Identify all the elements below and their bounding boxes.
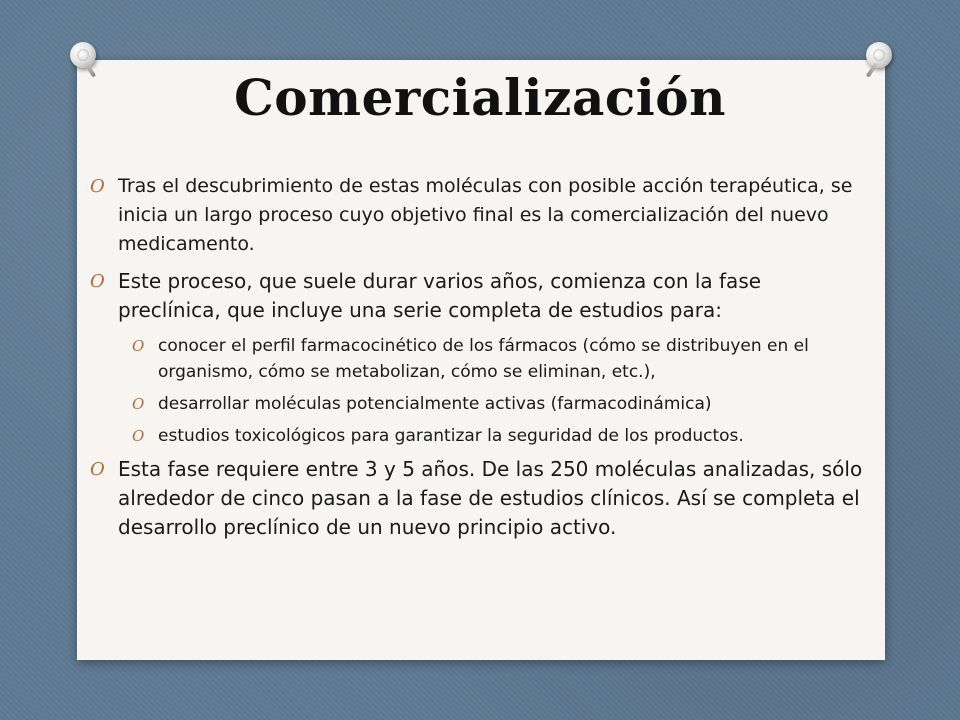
slide-body	[90, 172, 870, 550]
bullet-marker-icon: O	[90, 271, 105, 292]
sub-bullet-text: conocer el perfil farmacocinético de los fármacos (cómo se distribuyen en el organismo, cómo se metabolizan, cómo se eliminan, etc.),	[158, 336, 809, 382]
pushpin-icon	[866, 42, 892, 68]
sub-bullet-item	[132, 391, 870, 417]
bullet-marker-icon: O	[90, 459, 105, 480]
slide-title: Comercialización	[234, 68, 726, 127]
bullet-item	[90, 455, 870, 542]
bullet-marker-icon: O	[132, 427, 145, 445]
bullet-marker-icon: O	[132, 337, 145, 355]
bullet-item	[90, 172, 870, 259]
bullet-text: Este proceso, que suele durar varios años, comienza con la fase preclínica, que incluye una serie completa de estudios para:	[118, 269, 762, 322]
sub-bullet-item	[132, 333, 870, 385]
bullet-marker-icon: O	[90, 176, 105, 197]
sub-bullet-text: desarrollar moléculas potencialmente activas (farmacodinámica)	[158, 394, 712, 414]
bullet-text: Tras el descubrimiento de estas moléculas con posible acción terapéutica, se inicia un largo proceso cuyo objetivo final es la comercialización del nuevo medicamento.	[118, 175, 853, 255]
bullet-text: Esta fase requiere entre 3 y 5 años. De las 250 moléculas analizadas, sólo alrededor de cinco pasan a la fase de estudios clínicos. Así se completa el desarrollo preclínico de un nuevo principio activo.	[118, 457, 863, 539]
pushpin-icon	[70, 42, 96, 68]
bullet-item	[90, 267, 870, 325]
sub-bullet-text: estudios toxicológicos para garantizar la seguridad de los productos.	[158, 426, 744, 446]
sub-bullet-item	[132, 423, 870, 449]
bullet-marker-icon: O	[132, 395, 145, 413]
